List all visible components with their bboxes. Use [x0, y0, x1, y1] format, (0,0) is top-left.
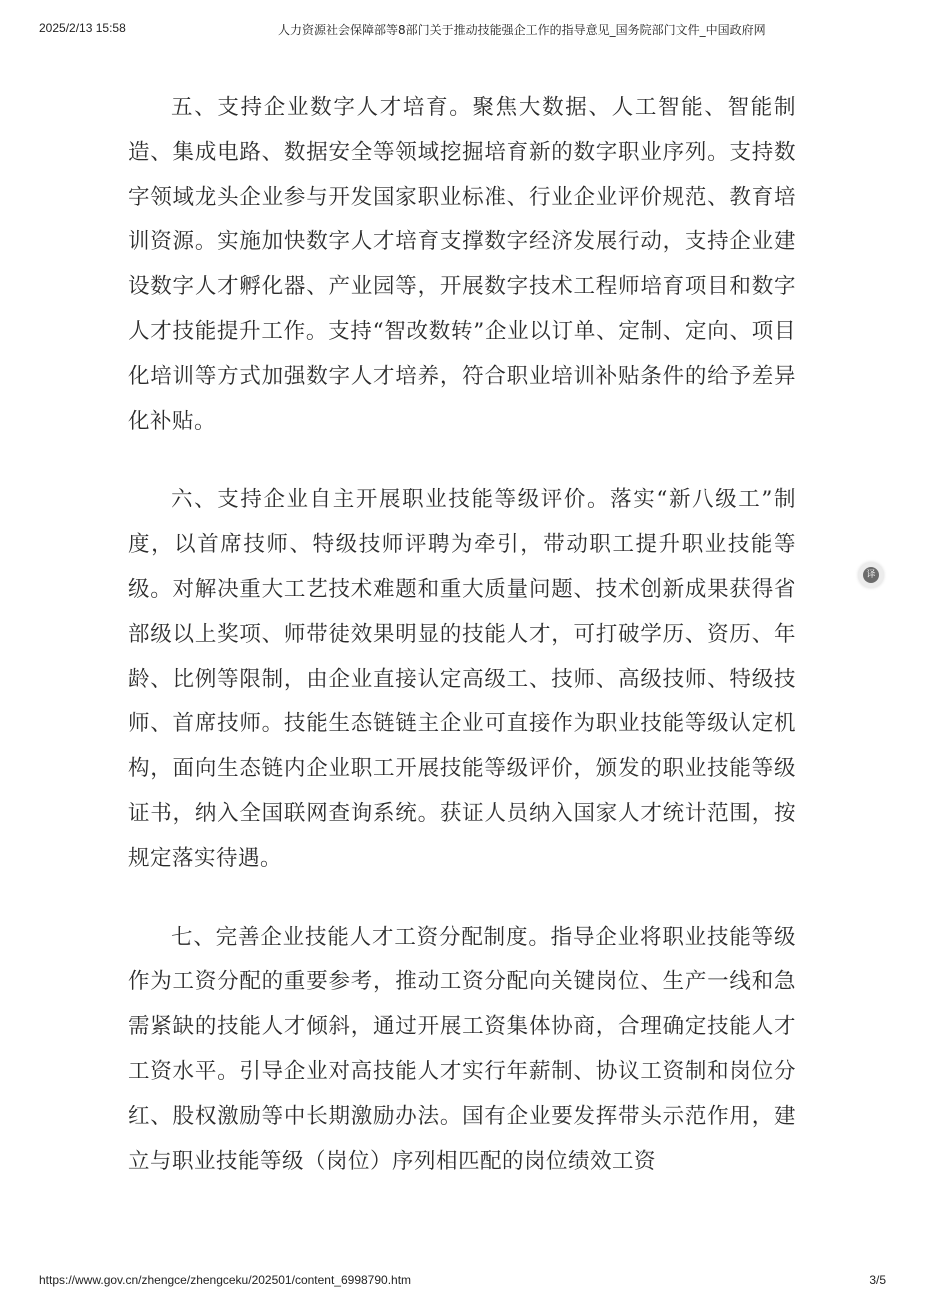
translate-button[interactable] [858, 562, 884, 588]
paragraph-7: 七、完善企业技能人才工资分配制度。指导企业将职业技能等级作为工资分配的重要参考，推动工资分配向关键岗位、生产一线和急需紧缺的技能人才倾斜，通过开展工资集体协商，合理确定技能人才工资水平。引导企业对高技能人才实行年薪制、协议工资制和岗位分红、股权激励等中长期激励办法。国有企业要发挥带头示范作用，建立与职业技能等级（岗位）序列相匹配的岗位绩效工资 [128, 924, 796, 1174]
page-title: 人力资源社会保障部等8部门关于推动技能强企工作的指导意见_国务院部门文件_中国政府网 [278, 23, 766, 37]
page-number: 3/5 [869, 1273, 886, 1287]
print-datetime: 2025/2/13 15:58 [39, 21, 126, 35]
paragraph-5: 五、支持企业数字人才培育。聚焦大数据、人工智能、智能制造、集成电路、数据安全等领域挖掘培育新的数字职业序列。支持数字领域龙头企业参与开发国家职业标准、行业企业评价规范、教育培训资源。实施加快数字人才培育支撑数字经济发展行动，支持企业建设数字人才孵化器、产业园等，开展数字技术工程师培育项目和数字人才技能提升工作。支持“智改数转”企业以订单、定制、定向、项目化培训等方式加强数字人才培养，符合职业培训补贴条件的给予差异化补贴。 [128, 95, 796, 434]
document-body [128, 86, 796, 1184]
paragraph-6: 六、支持企业自主开展职业技能等级评价。落实“新八级工”制度，以首席技师、特级技师评聘为牵引，带动职工提升职业技能等级。对解决重大工艺技术难题和重大质量问题、技术创新成果获得省部级以上奖项、师带徒效果明显的技能人才，可打破学历、资历、年龄、比例等限制，由企业直接认定高级工、技师、高级技师、特级技师、首席技师。技能生态链链主企业可直接作为职业技能等级认定机构，面向生态链内企业职工开展技能等级评价，颁发的职业技能等级证书，纳入全国联网查询系统。获证人员纳入国家人才统计范围，按规定落实待遇。 [128, 487, 796, 871]
translate-icon: 译 [863, 567, 879, 583]
page-url: https://www.gov.cn/zhengce/zhengceku/202501/content_6998790.htm [39, 1273, 412, 1287]
